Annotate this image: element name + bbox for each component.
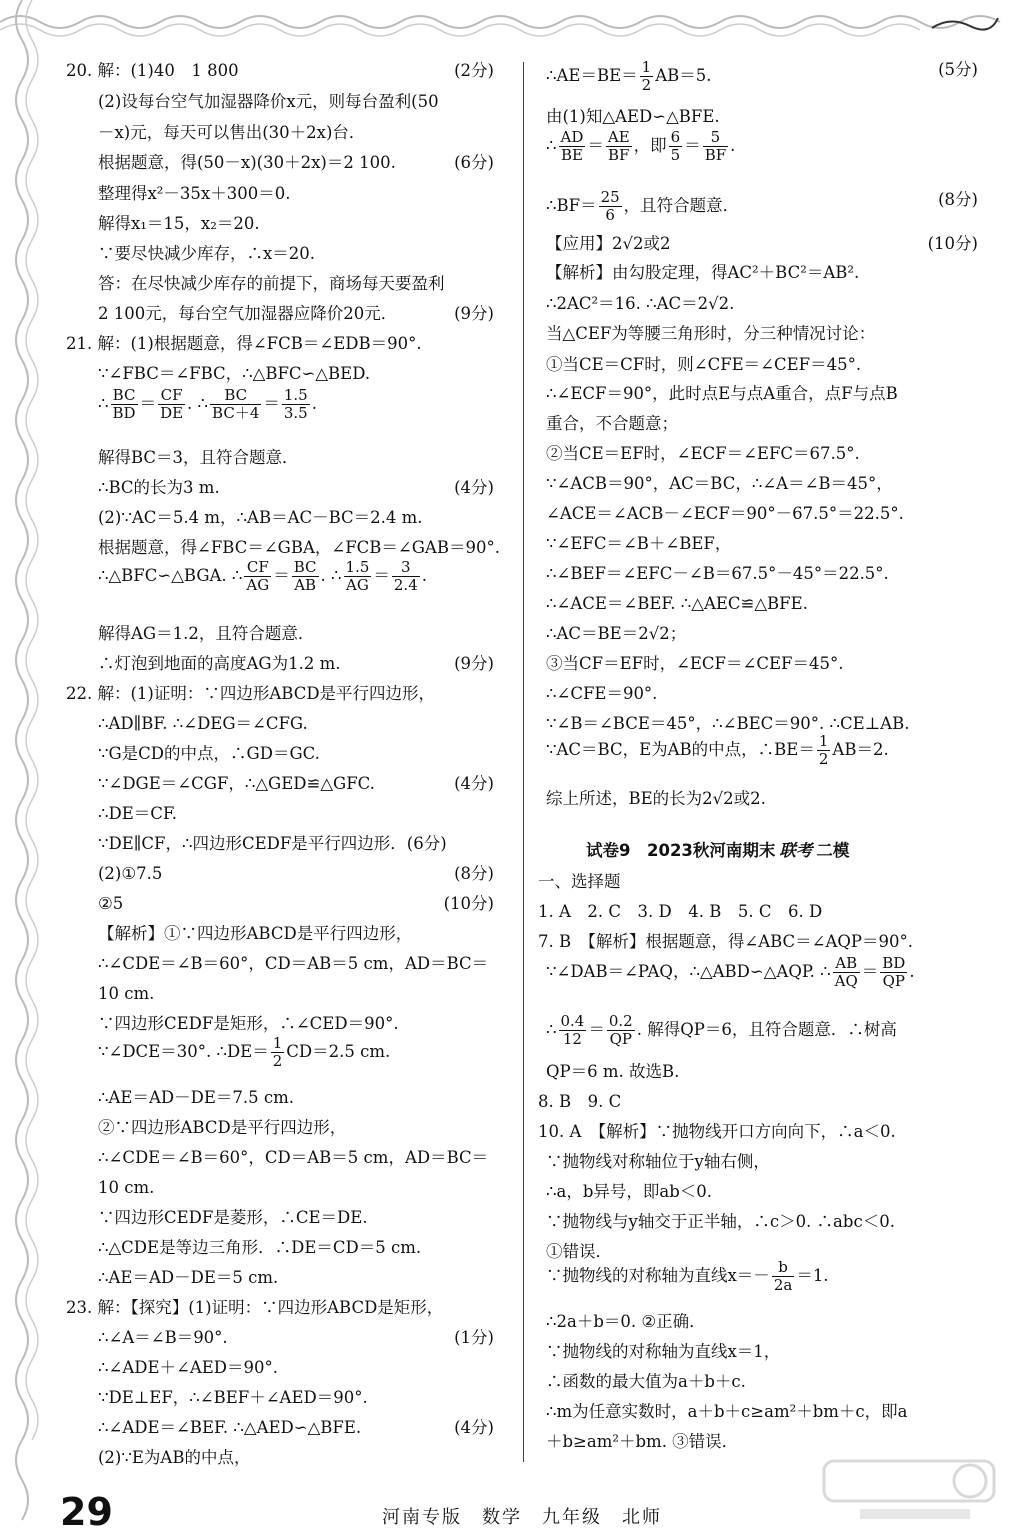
denominator: AG (246, 576, 270, 594)
text-line (66, 953, 494, 975)
line-text: －x)元，每天可以售出(30＋2x)台． (98, 123, 366, 142)
denominator: QP (609, 1030, 632, 1048)
text: ∴ (546, 1020, 557, 1039)
text-line (66, 833, 494, 855)
line-text: 由(1)知△AED∽△BFE. (546, 107, 720, 126)
text: ，即 (633, 136, 667, 155)
text: ，且符合题意． (623, 196, 740, 215)
text: CD＝2.5 cm. (286, 1042, 391, 1061)
numerator: 25 (600, 188, 620, 206)
score-marker: (4分) (454, 478, 494, 497)
line-text: 2 100元，每台空气加湿器应降价20元． (98, 304, 398, 323)
text-line (546, 1061, 978, 1083)
text-line (546, 713, 978, 735)
line-text: ③当CF＝EF时，∠ECF＝∠CEF＝45°. (546, 654, 844, 673)
text-line (546, 623, 978, 645)
text-line (66, 447, 494, 469)
score-marker: (8分) (938, 190, 978, 209)
line-text: ∴∠BEF＝∠EFC－∠B＝67.5°－45°＝22.5°. (546, 564, 889, 583)
text-line (546, 683, 978, 705)
numerator: AD (560, 128, 584, 146)
line-text: ∵∠EFC＝∠B＋∠BEF， (546, 534, 732, 553)
line-text: 10. A 【解析】∵抛物线开口方向向下，∴a＜0. (538, 1122, 896, 1141)
denominator: BF (608, 146, 630, 164)
line-text: 综上所述，BE的长为2√2或2. (546, 789, 766, 808)
line-text: 【解析】由勾股定理，得AC²＋BC²＝AB². (546, 263, 860, 282)
text-line (66, 1447, 494, 1469)
torn-edge-left (0, 0, 40, 1536)
fraction (271, 1035, 285, 1070)
text-line (66, 1417, 494, 1439)
watermark-logo (820, 1455, 1000, 1525)
text-line (546, 293, 978, 315)
text-line (546, 473, 978, 495)
text-line (546, 1259, 978, 1294)
fraction (669, 129, 683, 164)
text-line (66, 537, 500, 559)
numerator: 0.2 (608, 1012, 633, 1030)
denominator: AB (294, 576, 317, 594)
text-line (546, 653, 978, 675)
text: . (311, 394, 317, 413)
text: ＝1. (796, 1266, 829, 1285)
text: ∴△BFC∽△BGA. ∴ (98, 566, 243, 585)
text-line (66, 1087, 494, 1109)
text-line (66, 152, 494, 174)
formula (546, 733, 889, 768)
denominator: AQ (834, 972, 858, 990)
text-line (546, 788, 978, 810)
text-line (66, 273, 494, 295)
line-text: ∴灯泡到地面的高度AG为1.2 m. (98, 654, 341, 673)
text: AB＝5. (655, 66, 712, 85)
formula (546, 129, 735, 164)
formula (546, 1259, 829, 1294)
numerator: 5 (703, 129, 728, 147)
line-text: ∴AE＝AD－DE＝5 cm. (98, 1268, 279, 1287)
fraction (111, 387, 138, 422)
text-line (546, 129, 978, 164)
denominator: 6 (605, 206, 615, 224)
numerator: AB (833, 955, 860, 973)
text-line (66, 1117, 494, 1139)
line-text: ∵抛物线对称轴位于y轴右侧， (546, 1152, 770, 1171)
line-text: ∵DE∥CF，∴四边形CEDF是平行四边形．(6分) (98, 834, 447, 853)
line-text: 8. B 9. C (538, 1092, 622, 1111)
fraction (282, 387, 310, 422)
text-line (546, 1401, 978, 1423)
text-line (66, 1035, 494, 1070)
line-text: ∠ACE＝∠ACB－∠ECF＝90°－67.5°＝22.5°. (546, 504, 904, 523)
line-text: 解得x₁＝15，x₂＝20. (98, 214, 260, 233)
line-text: ②∵四边形ABCD是平行四边形， (98, 1118, 347, 1137)
line-text: ∵四边形CEDF是菱形，∴CE＝DE. (98, 1208, 368, 1227)
formula (98, 387, 317, 422)
text-line (66, 363, 494, 385)
text-line (546, 563, 978, 585)
text: . (730, 136, 736, 155)
text: ∵AC＝BC，E为AB的中点，∴BE＝ (546, 740, 815, 759)
line-text: 23. 解：【探究】(1)证明：∵四边形ABCD是矩形， (66, 1298, 444, 1317)
text-line (66, 773, 494, 795)
text-line (66, 243, 494, 265)
numerator: 3 (392, 559, 420, 577)
text-line (546, 383, 978, 405)
text-line (546, 413, 978, 435)
line-text: 解得BC＝3，且符合题意． (98, 448, 299, 467)
score-marker: (2分) (454, 61, 494, 80)
numerator: CF (244, 559, 271, 577)
numerator: 1 (641, 58, 652, 76)
text-line (546, 1431, 978, 1453)
text-line (66, 1177, 494, 1199)
text-line (66, 122, 494, 144)
formula (98, 1035, 390, 1070)
line-text: ∴AD∥BF. ∴∠DEG＝∠CFG. (98, 714, 308, 733)
text-line (66, 1387, 494, 1409)
text-line (546, 1181, 978, 1203)
text-line (66, 1297, 494, 1319)
text-line (66, 803, 494, 825)
line-text: ∵抛物线与y轴交于正半轴，∴c＞0. ∴abc＜0. (546, 1212, 895, 1231)
line-text: ②5 (98, 894, 124, 913)
line-text: (2)①7.5 (98, 864, 163, 883)
line-text: 答：在尽快减少库存的前提下，商场每天要盈利 (98, 274, 445, 293)
fraction (392, 559, 420, 594)
denominator: 2 (272, 1052, 283, 1070)
line-text: ∴m为任意实数时，a＋b＋c≥am²＋bm＋c，即a (546, 1402, 908, 1421)
text-line (66, 923, 494, 945)
fraction (772, 1259, 795, 1294)
text-line (66, 91, 494, 113)
fraction (607, 1013, 635, 1048)
text-line (546, 533, 978, 555)
line-text: ∴∠A＝∠B＝90°. (98, 1328, 228, 1347)
line-text: ∴AC＝BE＝2√2； (546, 624, 687, 643)
formula (546, 955, 915, 990)
scribble-mark (930, 8, 1000, 32)
text-line (546, 323, 978, 345)
denominator: 2 (818, 750, 829, 768)
numerator: 1.5 (345, 558, 370, 576)
line-text: QP＝6 m. 故选B. (546, 1062, 680, 1081)
text-line (546, 106, 978, 128)
text-line (546, 189, 978, 224)
line-text: 1. A 2. C 3. D 4. B 5. C 6. D (538, 902, 823, 921)
text-line (66, 333, 494, 355)
text: . ∴ (320, 566, 342, 585)
line-text: ∴∠CDE＝∠B＝60°，CD＝AB＝5 cm，AD＝BC＝ (98, 1148, 489, 1167)
line-text: ∴∠ADE＋∠AED＝90°. (98, 1358, 279, 1377)
line-text: ∵要尽快减少库存，∴x＝20. (98, 244, 316, 263)
section-title (586, 840, 978, 862)
line-text: (2)∵E为AB的中点， (98, 1448, 251, 1467)
text-line (538, 871, 978, 893)
torn-edge-top (0, 0, 1014, 40)
numerator: AE (607, 128, 630, 146)
text-line (66, 507, 494, 529)
formula (98, 559, 427, 594)
fraction (640, 59, 654, 94)
numerator: 1 (818, 732, 829, 750)
fraction (559, 129, 586, 164)
line-text: ∴DE＝CF. (98, 804, 178, 823)
fraction (599, 189, 622, 224)
numerator: 0.4 (560, 1012, 585, 1030)
column-divider (523, 62, 524, 1462)
text-line (66, 1267, 494, 1289)
text: ＝ (263, 394, 280, 413)
footer-edition: 河南专版 数学 九年级 北师 (382, 1507, 662, 1528)
text: ＝ (861, 962, 879, 981)
denominator: 2.4 (393, 576, 418, 594)
text: ∴ (98, 394, 109, 413)
line-text: ∴∠CFE＝90°. (546, 684, 658, 703)
score-marker: (4分) (454, 1418, 494, 1437)
score-marker: (5分) (938, 60, 978, 79)
page-number: 29 (60, 1490, 113, 1534)
numerator: b (772, 1259, 795, 1277)
line-text: ∴△CDE是等边三角形．∴DE＝CD＝5 cm. (98, 1238, 422, 1257)
text-line (66, 183, 494, 205)
fraction (344, 559, 372, 594)
text-line (66, 683, 494, 705)
text-line (66, 1357, 494, 1379)
text-line (66, 1147, 494, 1169)
text-line (538, 1091, 978, 1113)
text: ∵∠DCE＝30°. ∴DE＝ (98, 1042, 269, 1061)
line-text: (2)设每台空气加湿器降价x元，则每台盈利(50 (98, 92, 439, 111)
section-title-tail: 二模 (816, 841, 850, 860)
line-text: ∴BC的长为3 m. (98, 478, 220, 497)
numerator: BC (210, 387, 261, 405)
line-text: ∵四边形CEDF是矩形，∴∠CED＝90°. (98, 1014, 399, 1033)
fraction (606, 129, 632, 164)
line-text: ＋b≥am²＋bm. ③错误． (546, 1432, 739, 1451)
line-text: ②当CE＝EF时，∠ECF＝∠EFC＝67.5°. (546, 444, 860, 463)
denominator: 2 (641, 76, 652, 94)
text: AB＝2. (832, 740, 889, 759)
text-line (546, 1341, 978, 1363)
score-marker: (4分) (454, 774, 494, 793)
denominator: BD (112, 404, 136, 422)
text-line (66, 653, 494, 675)
numerator: 6 (670, 128, 681, 146)
section-title-text: 试卷9 2023秋河南期末 (586, 841, 776, 860)
line-text: ∵G是CD的中点，∴GD＝GC. (98, 744, 320, 763)
line-text: ∴∠CDE＝∠B＝60°，CD＝AB＝5 cm，AD＝BC＝ (98, 954, 489, 973)
line-text: ∴∠ACE＝∠BEF. ∴△AEC≌△BFE. (546, 594, 808, 613)
text: ＝ (139, 394, 157, 413)
denominator: DE (160, 404, 184, 422)
text-line (546, 59, 978, 94)
denominator: 2a (773, 1276, 793, 1294)
numerator: 1.5 (283, 386, 308, 404)
text-line (546, 443, 978, 465)
text-line (546, 1211, 978, 1233)
score-marker: (10分) (443, 894, 494, 913)
denominator: BC＋4 (212, 404, 260, 422)
line-text: 10 cm. (98, 1178, 155, 1197)
line-text: 21. 解：(1)根据题意，得∠FCB＝∠EDB＝90°. (66, 334, 422, 353)
text-line (66, 713, 494, 735)
text-line (546, 262, 978, 284)
text-line (538, 931, 978, 953)
denominator: BF (704, 146, 727, 164)
line-text: ∵∠B＝∠BCE＝45°，∴∠BEC＝90°. ∴CE⊥AB. (546, 714, 910, 733)
line-text: 整理得x²－35x＋300＝0. (98, 184, 291, 203)
denominator: BE (560, 146, 583, 164)
text-line (546, 503, 978, 525)
score-marker: (9分) (454, 654, 494, 673)
line-text: ∵抛物线的对称轴为直线x＝1， (546, 1342, 781, 1361)
text: . ∴ (187, 394, 209, 413)
text: ＝ (588, 1020, 605, 1039)
text-line (66, 1327, 494, 1349)
text-line (66, 559, 494, 594)
score-marker: (1分) (454, 1328, 494, 1347)
text-line (538, 901, 978, 923)
text: ∴ (546, 136, 557, 155)
text-line (66, 1237, 494, 1259)
line-text: 根据题意，得(50－x)(30＋2x)＝2 100. (98, 153, 396, 172)
line-text: 7. B 【解析】根据题意，得∠ABC＝∠AQP＝90°. (538, 932, 914, 951)
fraction (244, 559, 271, 594)
fraction (833, 955, 860, 990)
fraction (703, 129, 728, 164)
text-line (66, 303, 494, 325)
line-text: 【解析】①∵四边形ABCD是平行四边形， (98, 924, 413, 943)
text: ＝ (273, 566, 290, 585)
text-line (546, 733, 978, 768)
text-line (66, 1207, 494, 1229)
section-title-script: 联考 (779, 841, 813, 860)
text-line (66, 623, 494, 645)
fraction (158, 387, 185, 422)
text: ＝ (587, 136, 604, 155)
text-line (66, 743, 494, 765)
line-text: ∴a，b异号，即ab＜0. (546, 1182, 713, 1201)
line-text: 解得AG＝1.2，且符合题意． (98, 624, 315, 643)
text: ＝ (373, 566, 390, 585)
denominator: 12 (562, 1030, 582, 1048)
numerator: BC (293, 558, 317, 576)
line-text: ∴∠ADE＝∠BEF. ∴△AED∽△BFE. (98, 1418, 362, 1437)
text-line (546, 593, 978, 615)
line-text: 一、选择题 (538, 872, 621, 891)
line-text: 当△CEF为等腰三角形时，分三种情况讨论： (546, 324, 876, 343)
line-text: 22. 解：(1)证明：∵四边形ABCD是平行四边形， (66, 684, 436, 703)
text-line (66, 863, 494, 885)
line-text: ∴2AC²＝16. ∴AC＝2√2. (546, 294, 735, 313)
denominator: 5 (670, 146, 681, 164)
text: ∴AE＝BE＝ (546, 66, 638, 85)
numerator: BC (111, 387, 138, 405)
fraction (817, 733, 831, 768)
text: ∵抛物线的对称轴为直线x＝－ (546, 1266, 770, 1285)
text: . (421, 566, 427, 585)
text: ∴BF＝ (546, 196, 597, 215)
text-line (546, 233, 978, 255)
text-line (546, 1151, 978, 1173)
fraction (210, 387, 261, 422)
score-marker: (6分) (454, 153, 494, 172)
text-line (546, 354, 978, 376)
line-text: ∵∠FBC＝∠FBC，∴△BFC∽△BED. (98, 364, 371, 383)
line-text: 根据题意，得∠FBC＝∠GBA，∠FCB＝∠GAB＝90°. (98, 538, 500, 557)
line-text: ①当CE＝CF时，则∠CFE＝∠CEF＝45°. (546, 355, 862, 374)
line-text: ∵DE⊥EF，∴∠BEF＋∠AED＝90°. (98, 1388, 368, 1407)
text-line (66, 387, 494, 422)
text-line (66, 893, 494, 915)
text-line (546, 1371, 978, 1393)
text: ∵∠DAB＝∠PAQ，∴△ABD∽△AQP. ∴ (546, 962, 831, 981)
text-line (546, 955, 978, 990)
score-marker: (9分) (454, 304, 494, 323)
line-text: 10 cm. (98, 984, 155, 1003)
formula (546, 59, 711, 94)
line-text: ∴2a＋b＝0. ②正确． (546, 1312, 706, 1331)
text-line (66, 477, 494, 499)
line-text: ∵∠DGE＝∠CGF，∴△GED≌△GFC. (98, 774, 375, 793)
line-text: ∴AE＝AD－DE＝7.5 cm. (98, 1088, 294, 1107)
score-marker: (10分) (927, 234, 978, 253)
fraction (880, 955, 907, 990)
line-text: 【应用】2√2或2 (546, 234, 671, 253)
text: ＝ (684, 136, 701, 155)
numerator: 1 (272, 1034, 283, 1052)
line-text: 20. 解：(1)40 1 800 (66, 61, 239, 80)
line-text: ∵∠ACB＝90°，AC＝BC，∴∠A＝∠B＝45°， (546, 474, 893, 493)
fraction (559, 1013, 587, 1048)
text-line (66, 60, 494, 82)
text: . 解得QP＝6，且符合题意．∴树高 (636, 1020, 897, 1039)
formula (546, 1013, 897, 1048)
text-line (66, 1013, 494, 1035)
line-text: ①错误． (546, 1242, 612, 1261)
line-text: ∴∠ECF＝90°，此时点E与点A重合，点F与点B (546, 384, 898, 403)
text-line (66, 213, 494, 235)
text-line (546, 1311, 978, 1333)
numerator: BD (882, 954, 906, 972)
formula (546, 189, 739, 224)
fraction (292, 559, 319, 594)
denominator: 3.5 (283, 404, 308, 422)
denominator: QP (882, 972, 905, 990)
text: . (909, 962, 915, 981)
denominator: AG (346, 576, 369, 594)
line-text: 重合，不合题意； (546, 414, 678, 433)
score-marker: (8分) (454, 864, 494, 883)
line-text: (2)∵AC＝5.4 m，∴AB＝AC－BC＝2.4 m. (98, 508, 423, 527)
text-line (538, 1121, 978, 1143)
numerator: CF (158, 387, 185, 405)
line-text: ∴函数的最大值为a＋b＋c. (546, 1372, 746, 1391)
text-line (546, 1013, 978, 1048)
text-line (66, 983, 494, 1005)
